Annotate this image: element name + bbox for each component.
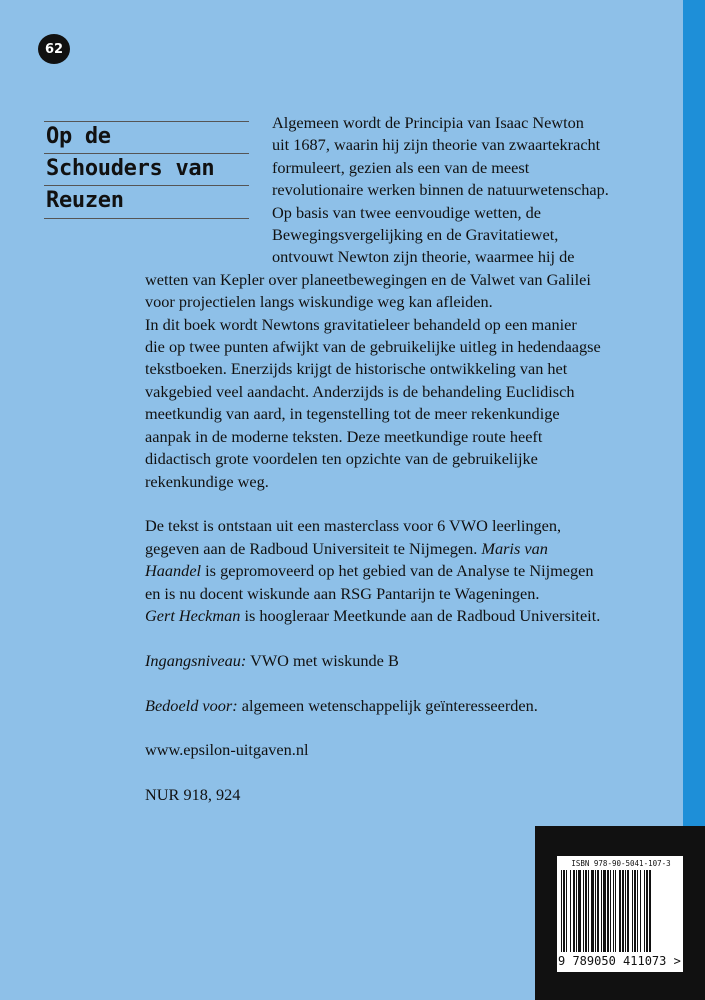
barcode-bar	[576, 870, 577, 952]
isbn-text: ISBN 978-90-5041-107-3	[571, 859, 671, 868]
website-link[interactable]: www.epsilon-uitgaven.nl	[145, 740, 309, 760]
barcode-bar	[563, 870, 565, 952]
text-line: is hoogleraar Meetkunde aan de Radboud Universiteit.	[244, 605, 601, 625]
barcode-bar	[615, 870, 616, 952]
text-line: vakgebied veel aandacht. Anderzijds is de behandeling Euclidisch	[145, 381, 575, 401]
barcode-label	[557, 856, 683, 972]
barcode-bar	[632, 870, 633, 952]
author-name: Gert Heckman	[145, 605, 241, 625]
nur-code: NUR 918, 924	[145, 785, 241, 805]
text-line: voor projectielen langs wiskundige weg kan afleiden.	[145, 292, 493, 312]
level-line	[145, 650, 675, 672]
text-line: Bewegingsvergelijking en de Gravitatiewet,	[272, 225, 559, 245]
barcode-bar	[566, 870, 567, 952]
ean-digits: 9 789050 411073 >	[558, 954, 681, 968]
intro-paragraph	[145, 112, 675, 314]
barcode-bar	[610, 870, 611, 952]
barcode-icon	[561, 870, 679, 952]
barcode-bar	[649, 870, 651, 952]
title-line: Schouders van	[46, 156, 215, 181]
audience-line	[145, 695, 675, 717]
text-line: Algemeen wordt de Principia van Isaac Newton	[272, 113, 584, 132]
text-line: is gepromoveerd op het gebied van de Analyse te Nijmegen	[205, 561, 594, 581]
barcode-bar	[634, 870, 636, 952]
audience-value: algemeen wetenschappelijk geïnteresseerden.	[241, 695, 538, 715]
text-line: didactisch grote voordelen ten opzichte van de gebruikelijke	[145, 449, 538, 469]
barcode-bar	[627, 870, 629, 952]
title-line: Reuzen	[46, 188, 124, 213]
text-line: gegeven aan de Radboud Universiteit te Nijmegen.	[145, 538, 478, 558]
authors-paragraph	[145, 515, 675, 627]
series-number-badge: 62	[38, 34, 70, 64]
text-line: Op basis van twee eenvoudige wetten, de	[272, 202, 542, 222]
author-name: Maris van	[481, 538, 548, 558]
barcode-bar	[637, 870, 638, 952]
barcode-bar	[578, 870, 581, 952]
barcode-bar	[603, 870, 606, 952]
barcode-bar	[591, 870, 594, 952]
barcode-bar	[646, 870, 648, 952]
barcode-bar	[640, 870, 641, 952]
text-line: en is nu docent wiskunde aan RSG Pantarijn te Wageningen.	[145, 583, 540, 603]
text-line: aanpak in de moderne teksten. Deze meetkundige route heeft	[145, 426, 543, 446]
author-name: Haandel	[145, 561, 202, 581]
barcode-bar	[625, 870, 626, 952]
text-line: ontvouwt Newton zijn theorie, waarmee hij de	[272, 247, 575, 267]
barcode-bar	[644, 870, 645, 952]
text-line: formuleert, gezien als een van de meest	[272, 157, 530, 177]
barcode-bar	[583, 870, 584, 952]
text-line: tekstboeken. Enerzijds krijgt de historische ontwikkeling van het	[145, 359, 568, 379]
text-line: rekenkundige weg.	[145, 471, 269, 491]
barcode-bar	[613, 870, 614, 952]
barcode-bar	[601, 870, 602, 952]
approach-paragraph	[145, 314, 675, 493]
blurb-text	[145, 112, 675, 807]
text-line: In dit boek wordt Newtons gravitatieleer behandeld op een manier	[145, 314, 577, 334]
text-line: revolutionaire werken binnen de natuurwetenschap.	[272, 180, 609, 200]
title-line: Op de	[46, 124, 111, 149]
barcode-bar	[595, 870, 596, 952]
text-line: die op twee punten afwijkt van de gebruikelijke uitleg in hedendaagse	[145, 337, 601, 357]
audience-label: Bedoeld voor:	[145, 695, 238, 715]
barcode-bar	[573, 870, 575, 952]
barcode-bar	[570, 870, 571, 952]
barcode-frame	[535, 826, 705, 1000]
barcode-bar	[585, 870, 587, 952]
text-line: De tekst is ontstaan uit een masterclass voor 6 VWO leerlingen,	[145, 516, 562, 536]
barcode-bar	[597, 870, 599, 952]
text-line: uit 1687, waarin hij zijn theorie van zwaartekracht	[272, 135, 601, 155]
level-label: Ingangsniveau:	[145, 650, 247, 670]
barcode-bar	[619, 870, 621, 952]
barcode-bar	[588, 870, 589, 952]
text-line: meetkundig van aard, in tegenstelling tot de meer rekenkundige	[145, 404, 560, 424]
barcode-bar	[622, 870, 624, 952]
barcode-bar	[607, 870, 609, 952]
barcode-bar	[561, 870, 562, 952]
level-value: VWO met wiskunde B	[250, 650, 399, 670]
text-line: wetten van Kepler over planeetbewegingen en de Valwet van Galilei	[145, 269, 591, 289]
